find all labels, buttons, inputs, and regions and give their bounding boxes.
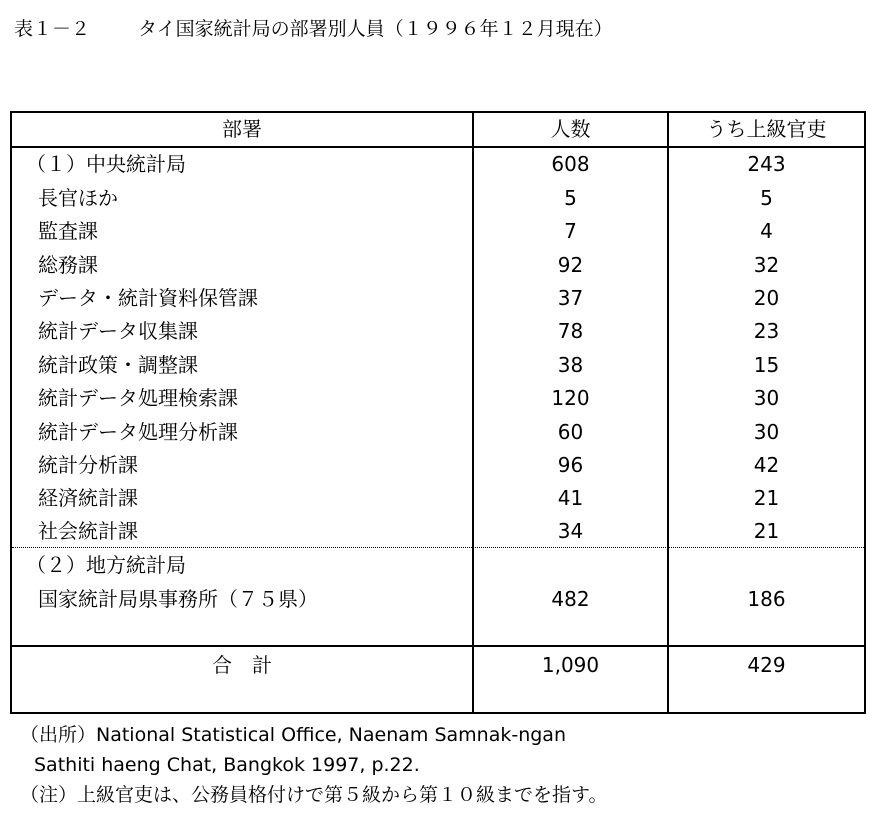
staff-table (10, 111, 866, 714)
table-row-senior: 21 (753, 519, 780, 543)
table-row-staff: 37 (557, 286, 584, 310)
table-row-department: 長官ほか (38, 186, 118, 210)
section-central-label: （１）中央統計局 (26, 152, 186, 176)
section-divider (12, 547, 864, 548)
total-label: 合 計 (212, 653, 272, 677)
table-row-senior: 4 (760, 219, 773, 243)
table-row-staff: 78 (557, 319, 584, 343)
table-row-staff: 92 (557, 253, 584, 277)
table-row-senior: 186 (747, 587, 786, 611)
table-row-department: 監査課 (38, 219, 98, 243)
section-central-staff: 608 (551, 152, 590, 176)
table-row-senior: 32 (753, 253, 780, 277)
notes (20, 720, 607, 810)
table-row-senior: 30 (753, 420, 780, 444)
section-central-senior: 243 (747, 152, 786, 176)
table-row-department: 統計データ処理検索課 (38, 386, 238, 410)
table-row-staff: 120 (551, 386, 590, 410)
table-row-senior: 20 (753, 286, 780, 310)
source-line-2: Sathiti haeng Chat, Bangkok 1997, p.22. (34, 754, 420, 776)
table-row-staff: 7 (564, 219, 577, 243)
total-staff: 1,090 (541, 653, 600, 677)
table-row-department: データ・統計資料保管課 (38, 286, 258, 310)
table-row-department: 統計分析課 (38, 453, 138, 477)
table-row-staff: 5 (564, 186, 577, 210)
table-row-staff: 96 (557, 453, 584, 477)
table-row-staff: 34 (557, 519, 584, 543)
table-row-senior: 30 (753, 386, 780, 410)
footnote: （注）上級官吏は、公務員格付けで第５級から第１０級までを指す。 (20, 784, 608, 806)
table-row-department: 統計データ収集課 (38, 319, 198, 343)
section-regional-label: （２）地方統計局 (26, 553, 186, 577)
table-row-senior: 5 (760, 186, 773, 210)
table-row-senior: 23 (753, 319, 780, 343)
table-title (14, 14, 613, 41)
table-row-department: 経済統計課 (38, 486, 138, 510)
table-row-senior: 42 (753, 453, 780, 477)
table-row-staff: 482 (551, 587, 590, 611)
header-divider (12, 146, 864, 148)
header-staff: 人数 (550, 117, 591, 141)
table-row-department: 社会統計課 (38, 519, 138, 543)
table-row-department: 総務課 (38, 253, 98, 277)
table-row-staff: 38 (557, 353, 584, 377)
table-row-staff: 60 (557, 420, 584, 444)
table-row-senior: 21 (753, 486, 780, 510)
table-row-senior: 15 (753, 353, 780, 377)
source-line-1: （出所）National Statistical Office, Naenam Samnak-ngan (20, 724, 566, 746)
table-number: 表１－２ (14, 18, 91, 40)
table-row-department: 国家統計局県事務所（７５県） (38, 587, 318, 611)
table-row-department: 統計政策・調整課 (38, 353, 198, 377)
table-row-staff: 41 (557, 486, 584, 510)
header-department: 部署 (222, 117, 262, 141)
table-title-text: タイ国家統計局の部署別人員（１９９６年１２月現在） (138, 18, 613, 40)
table-row-department: 統計データ処理分析課 (38, 420, 238, 444)
total-senior: 429 (747, 653, 786, 677)
total-divider (12, 645, 864, 647)
header-senior: うち上級官吏 (706, 117, 827, 141)
